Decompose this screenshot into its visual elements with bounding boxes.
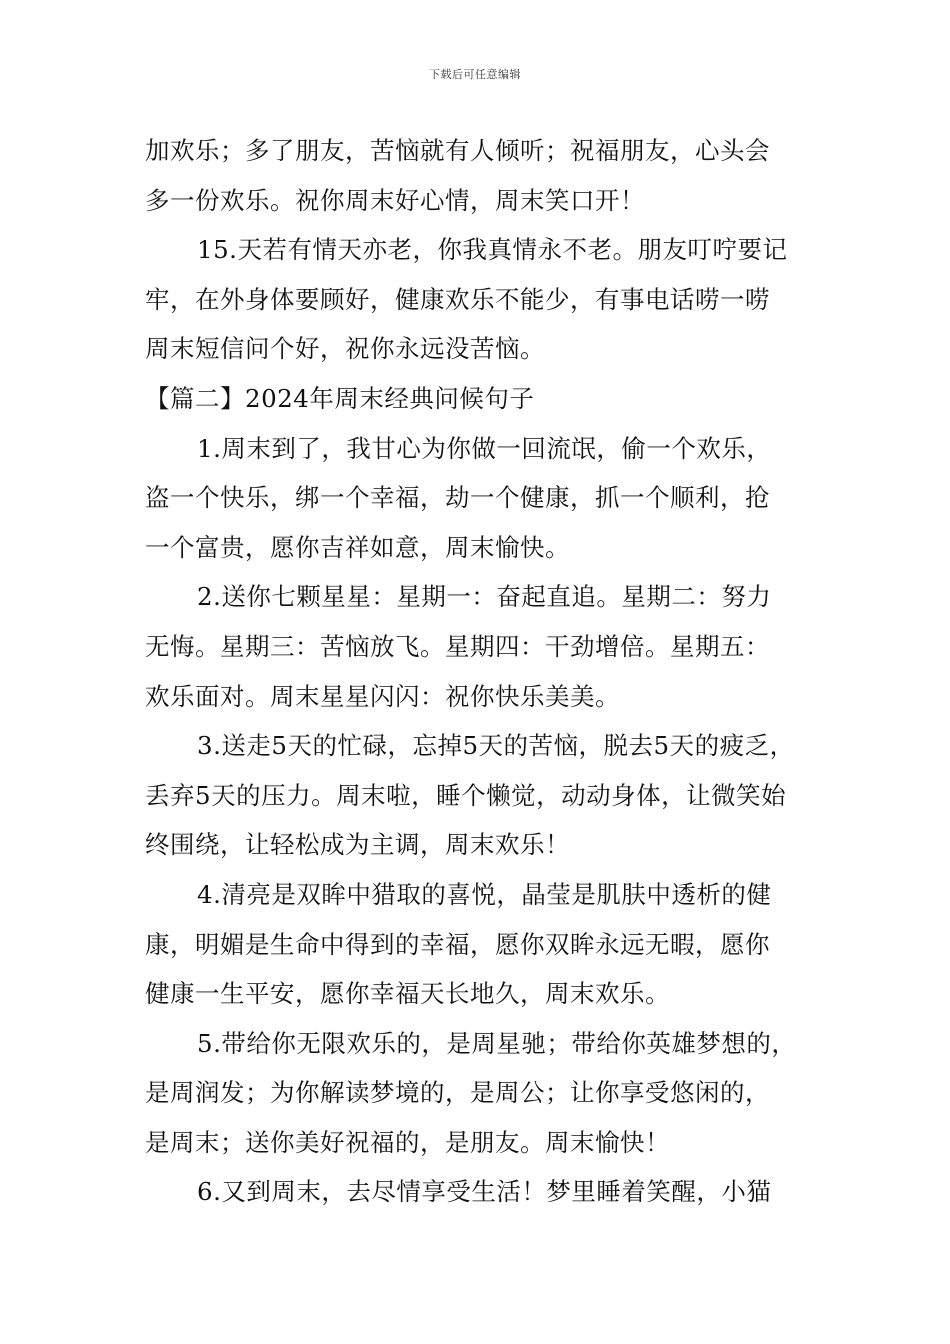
text-line: 健康一生平安，愿你幸福天长地久，周末欢乐。 (145, 979, 670, 1009)
section-heading: 【篇二】2024年周末经典问候句子 (145, 383, 535, 413)
text-line: 牢，在外身体要顾好，健康欢乐不能少，有事电话唠一唠 (145, 284, 770, 314)
text-line: 3.送走5天的忙碌，忘掉5天的苦恼，脱去5天的疲乏， (197, 731, 795, 761)
text-line: 周末短信问个好，祝你永远没苦恼。 (145, 334, 545, 364)
text-line: 康，明媚是生命中得到的幸福，愿你双眸永远无暇，愿你 (145, 929, 770, 959)
header-note: 下载后可任意编辑 (429, 68, 521, 81)
text-line: 丢弃5天的压力。周末啦，睡个懒觉，动动身体，让微笑始 (145, 780, 787, 810)
text-line: 加欢乐；多了朋友，苦恼就有人倾听；祝福朋友，心头会 (145, 136, 770, 165)
text-line: 无悔。星期三：苦恼放飞。星期四：干劲增倍。星期五： (145, 631, 770, 661)
text-line: 是周末；送你美好祝福的，是朋友。周末愉快！ (145, 1127, 670, 1157)
text-line: 盗一个快乐，绑一个幸福，劫一个健康，抓一个顺利，抢 (145, 483, 770, 513)
text-line: 2.送你七颗星星：星期一：奋起直追。星期二：努力 (197, 582, 772, 612)
text-line: 终围绕，让轻松成为主调，周末欢乐！ (145, 830, 570, 860)
text-line: 6.又到周末，去尽情享受生活！梦里睡着笑醒，小猫 (197, 1177, 772, 1207)
text-line: 一个富贵，愿你吉祥如意，周末愉快。 (145, 532, 570, 562)
text-line: 5.带给你无限欢乐的，是周星驰；带给你英雄梦想的， (197, 1028, 797, 1058)
text-line: 4.清亮是双眸中猎取的喜悦，晶莹是肌肤中透析的健 (197, 879, 772, 909)
document-body (145, 126, 813, 1217)
text-line: 多一份欢乐。祝你周末好心情，周末笑口开！ (145, 185, 645, 215)
text-line: 15.天若有情天亦老，你我真情永不老。朋友叮咛要记 (197, 235, 788, 265)
text-line: 是周润发；为你解读梦境的，是周公；让你享受悠闲的， (145, 1078, 770, 1108)
text-line: 1.周末到了，我甘心为你做一回流氓，偷一个欢乐， (197, 433, 772, 463)
text-line: 欢乐面对。周末星星闪闪：祝你快乐美美。 (145, 681, 620, 711)
